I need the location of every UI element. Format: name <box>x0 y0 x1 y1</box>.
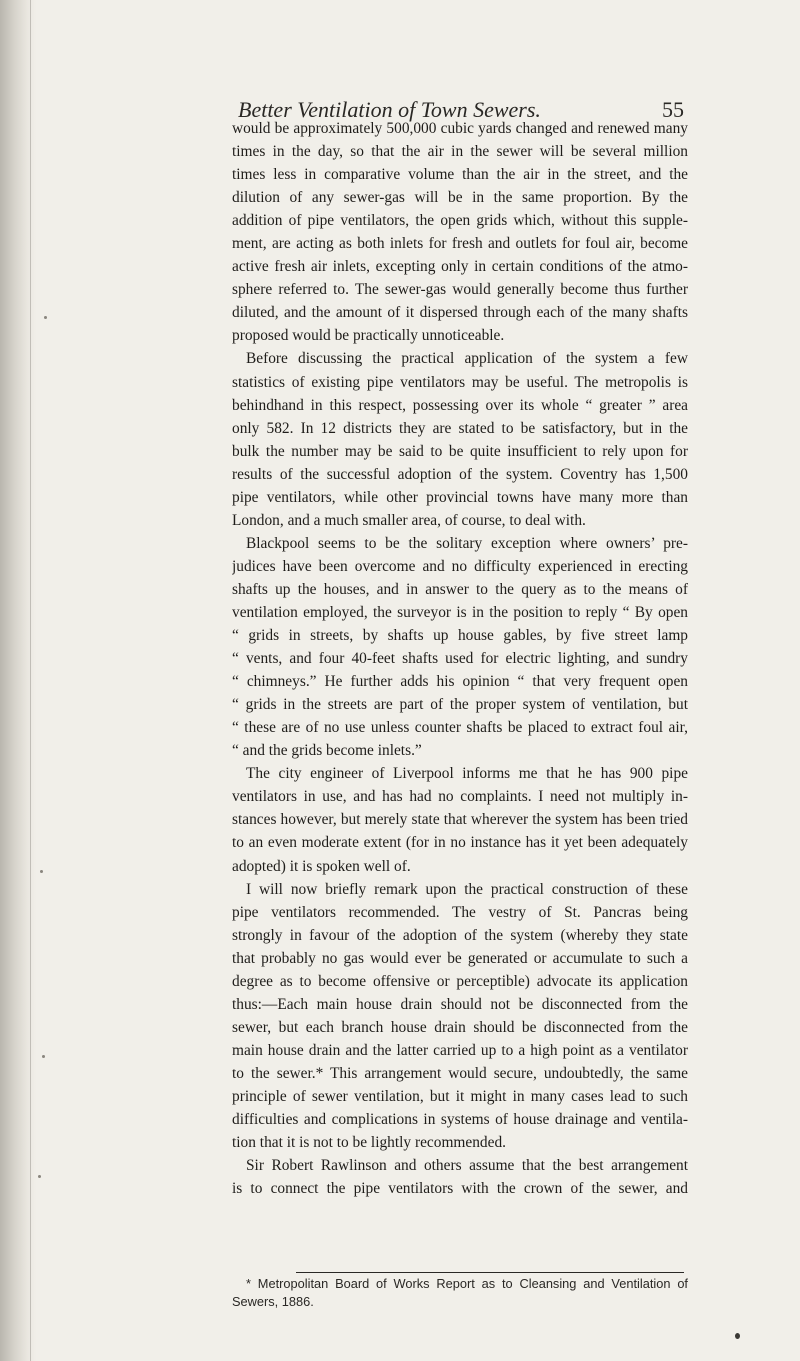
text-line: bulk the number may be said to be quite insufficient to rely upon for <box>232 442 688 460</box>
quoted-line: “ grids in streets, by shafts up house gables, by five street lamp <box>232 627 688 645</box>
text-line: results of the successful adoption of the system. Coventry has 1,500 <box>232 465 688 483</box>
text-line: degree as to become offensive or perceptible) advocate its application <box>232 972 688 990</box>
quoted-line: “ vents, and four 40-feet shafts used for electric lighting, and sundry <box>232 650 688 668</box>
text-line: pipe ventilators recommended. The vestry of St. Pancras being <box>232 903 688 921</box>
text-line: is to connect the pipe ventilators with the crown of the sewer, and <box>232 1180 688 1198</box>
text-line: judices have been overcome and no difficulty experienced in erecting <box>232 557 688 575</box>
body-text <box>232 117 688 1200</box>
text-line: adopted) it is spoken well of. <box>232 857 411 875</box>
quoted-line: “ these are of no use unless counter shafts be placed to extract foul air, <box>232 719 688 737</box>
text-line: ment, are acting as both inlets for fresh and outlets for foul air, become <box>232 235 688 253</box>
ink-dot <box>735 1333 740 1339</box>
text-line: strongly in favour of the adoption of the system (whereby they state <box>232 926 688 944</box>
text-line: tion that it is not to be lightly recommended. <box>232 1134 506 1152</box>
quoted-line: “ chimneys.” He further adds his opinion “ that very frequent open <box>232 673 688 691</box>
text-line: dilution of any sewer-gas will be in the same proportion. By the <box>232 189 688 207</box>
text-line: principle of sewer ventilation, but it might in many cases lead to such <box>232 1087 688 1105</box>
text-line: thus:—Each main house drain should not be disconnected from the <box>232 995 688 1013</box>
running-title: Better Ventilation of Town Sewers. <box>238 97 541 122</box>
paragraph-start: Sir Robert Rawlinson and others assume that the best arrangement <box>246 1157 688 1175</box>
text-line: that probably no gas would ever be generated or accumulate to such a <box>232 949 688 967</box>
text-line: sewer, but each branch house drain should be disconnected from the <box>232 1018 688 1036</box>
margin-speck <box>38 1175 41 1178</box>
text-line: statistics of existing pipe ventilators may be useful. The metropolis is <box>232 373 688 391</box>
text-line: addition of pipe ventilators, the open grids which, without this supple- <box>232 212 688 230</box>
page-number: 55 <box>662 97 684 122</box>
text-line: to an even moderate extent (for in no instance has it yet been adequately <box>232 834 688 852</box>
text-line: pipe ventilators, while other provincial towns have many more than <box>232 488 688 506</box>
paragraph-start: Blackpool seems to be the solitary exception where owners’ pre- <box>246 534 688 552</box>
footnote-rule <box>296 1272 684 1273</box>
text-line: active fresh air inlets, excepting only in certain conditions of the atmo- <box>232 258 688 276</box>
paragraph-start: Before discussing the practical application of the system a few <box>246 350 688 368</box>
text-line: behindhand in this respect, possessing over its whole “ greater ” area <box>232 396 688 414</box>
text-line: only 582. In 12 districts they are stated to be satisfactory, but in the <box>232 419 688 437</box>
footnote <box>232 1275 688 1310</box>
text-line: main house drain and the latter carried up to a high point as a ventilator <box>232 1041 688 1059</box>
margin-speck <box>40 870 43 873</box>
margin-speck <box>44 316 47 319</box>
quoted-line: “ grids in the streets are part of the proper system of ventilation, but <box>232 696 688 714</box>
text-line: would be approximately 500,000 cubic yards changed and renewed many <box>232 120 688 137</box>
quoted-line: “ and the grids become inlets.” <box>232 742 422 760</box>
margin-speck <box>42 1055 45 1058</box>
footnote-line: * Metropolitan Board of Works Report as to Cleansing and Ventilation of <box>246 1276 688 1291</box>
text-line: diluted, and the amount of it dispersed through each of the many shafts <box>232 304 688 322</box>
text-line: to the sewer.* This arrangement would secure, undoubtedly, the same <box>232 1064 688 1082</box>
paragraph-start: The city engineer of Liverpool informs me that he has 900 pipe <box>246 765 688 783</box>
text-line: London, and a much smaller area, of course, to deal with. <box>232 511 586 529</box>
text-line: times less in comparative volume than the air in the street, and the <box>232 166 688 184</box>
footnote-line: Sewers, 1886. <box>232 1293 314 1309</box>
text-line: stances however, but merely state that wherever the system has been tried <box>232 811 688 829</box>
text-line: ventilators in use, and has had no complaints. I need not multiply in- <box>232 788 688 806</box>
paragraph-start: I will now briefly remark upon the practical construction of these <box>246 880 688 898</box>
text-line: ventilation employed, the surveyor is in the position to reply “ By open <box>232 603 688 621</box>
gutter-line <box>30 0 31 1361</box>
text-line: times in the day, so that the air in the sewer will be several million <box>232 143 688 161</box>
text-line: difficulties and complications in systems of house drainage and ventila- <box>232 1111 688 1129</box>
text-line: shafts up the houses, and in answer to the query as to the means of <box>232 580 688 598</box>
text-line: sphere referred to. The sewer-gas would generally become thus further <box>232 281 688 299</box>
text-line: proposed would be practically unnoticeable. <box>232 327 505 345</box>
